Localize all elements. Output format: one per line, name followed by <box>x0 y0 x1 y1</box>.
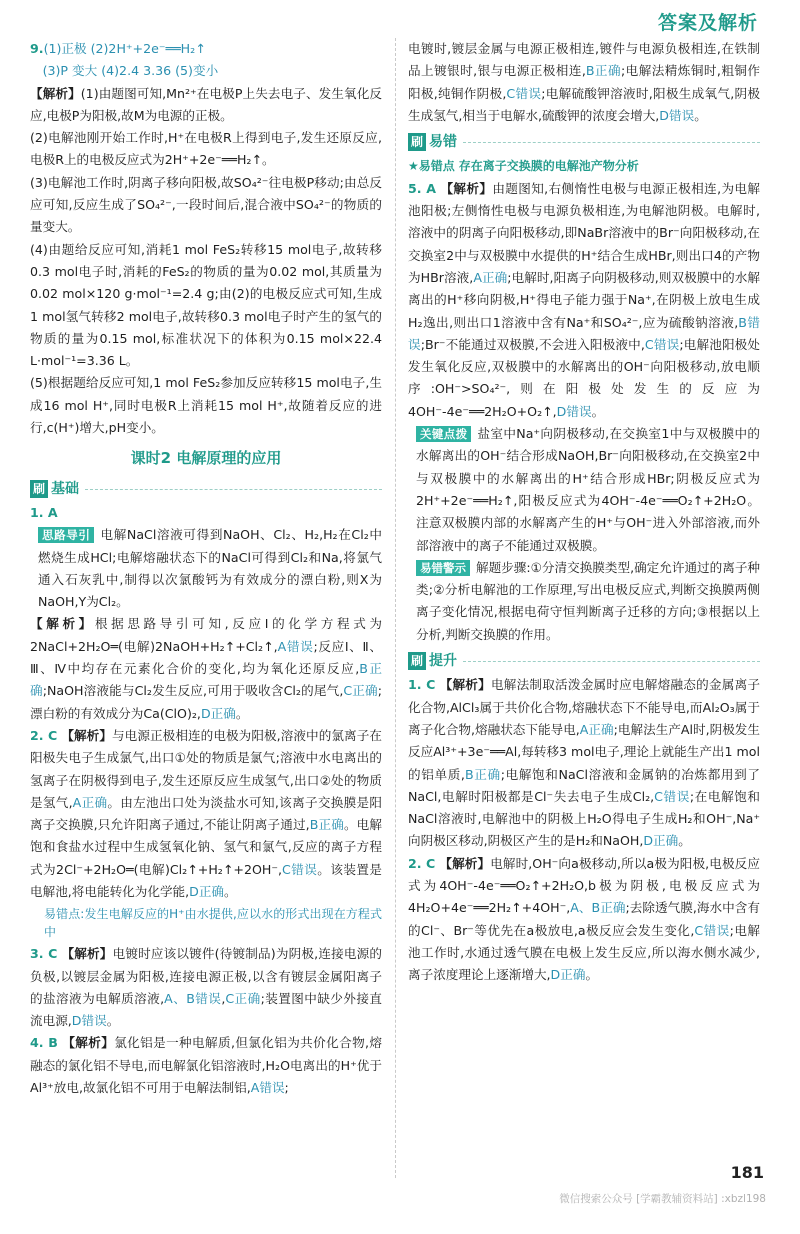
q5-analysis: 5. A 【解析】由题图知,右侧惰性电极与电源正极相连,为电解池阳极;左侧惰性电极与电源负极相连,为电解池阴极。电解时,溶液中的阴离子向阳极移动,即NaBr溶液中的Br⁻向阳极移动,在交换室2中与双极膜中水提供的H⁺结合生成HBr,则出口4的产物为HBr溶液,A正确;电解时,阳离子向阴极移动,则双极膜中的水解离出的H⁺移向阴极,H⁺得电子能力强于Na⁺,在阴极上放电生成H₂逸出,则出口1溶液中含有Na⁺和SO₄²⁻,应为硫酸钠溶液,B错误;Br⁻不能通过双极膜,不会进入阳极液中,C错误;电解池阳极处发生氧化反应,双极膜中的水解离出的OH⁻向阳极移动,放电顺序:OH⁻>SO₄²⁻,则在阳极处发生的反应为4OH⁻-4e⁻══2H₂O+O₂↑,D错误。 <box>408 180 761 419</box>
q9-analysis-p1: 【解析】(1)由题图可知,Mn²⁺在电极P上失去电子、发生氧化反应,电极P为阳极,故M为电源的正极。 <box>30 85 383 123</box>
key-tips: 关键点拨 盐室中Na⁺向阴极移动,在交换室1中与双极膜中的水解离出的OH⁻结合形成NaOH,Br⁻向阳极移动,在交换室2中与双极膜中的水解离出的H⁺结合形成HBr;阴极反应式为2H⁺+2e⁻══H₂↑,阳极反应式为4OH⁻-4e⁻══O₂↑+2H₂O。注意双极膜内部的水解离产生的H⁺与OH⁻进入外部溶液,而外部溶液中的离子不能通过双极膜。 <box>416 426 761 553</box>
q9-number: 9. <box>30 41 44 56</box>
section-rule <box>85 488 382 490</box>
q3-analysis: 3. C 【解析】电镀时应该以镀件(待镀制品)为阴极,连接电源的负极,以镀层金属为阳极,连接电源正极,以含有镀层金属阳离子的盐溶液为电解质溶液,A、B错误,C正确;装置图中缺少外接直流电源,D错误。 <box>30 946 382 1029</box>
section-label: 基础 <box>51 480 80 497</box>
q2-error-note: 易错点:发生电解反应的H⁺由水提供,应以水的形式出现在方程式中 <box>44 907 382 940</box>
q9-answer-text: (1)正极 (2)2H⁺+2e⁻══H₂↑ <box>43 41 206 56</box>
q2-analysis: 2. C 【解析】与电源正极相连的电极为阳极,溶液中的氯离子在阳极失电子生成氯气,出口①处的物质是氯气;溶液中水电离出的氢离子在阴极得到电子,发生还原反应生成氢气,出口②处的物质是氢气,A正确。由左池出口处为淡盐水可知,该离子交换膜是阳离子交换膜,只允许阳离子通过,不能让阴离子通过,B正确。电解饱和食盐水过程中生成氢氧化钠、氢气和氯气,反应的离子方程式为2Cl⁻+2H₂O═(电解)Cl₂↑+H₂↑+2OH⁻,C错误。该装置是电解池,将电能转化为化学能,D正确。 <box>30 727 382 899</box>
brush-badge: 刷 <box>30 480 48 498</box>
section-rule <box>463 141 760 143</box>
star-icon: ★易错点 <box>408 159 455 174</box>
error-point: ★易错点 存在离子交换膜的电解池产物分析 <box>408 159 639 174</box>
q9-analysis-p5: (5)根据题给反应可知,1 mol FeS₂参加反应转移15 mol电子,生成16 mol H⁺,同时电极R上消耗15 mol H⁺,故随着反应的进行,c(H⁺)增大,pH变小。 <box>30 375 382 436</box>
column-divider <box>395 38 396 1178</box>
section-label: 提升 <box>429 653 458 670</box>
section-rule <box>463 660 760 662</box>
header-title: 答案及解析 <box>657 12 758 34</box>
q1-guide: 思路导引 电解NaCl溶液可得到NaOH、Cl₂、H₂,H₂在Cl₂中燃烧生成HCl;电解熔融状态下的NaCl可得到Cl₂和Na,将氯气通入石灰乳中,制得以次氯酸钙为有效成分的漂白粉,则X为NaOH,Y为Cl₂。 <box>38 527 382 610</box>
section-basic <box>30 478 382 500</box>
watermark: 微信搜索公众号 [学霸教辅资料站] :xbzl198 <box>559 1193 766 1205</box>
q9-answer-line1 <box>30 38 382 60</box>
section-advanced <box>408 650 760 672</box>
section-label: 易错 <box>429 134 458 151</box>
brush-badge: 刷 <box>408 133 426 151</box>
q4-analysis: 4. B 【解析】氯化铝是一种电解质,但氯化铝为共价化合物,熔融态的氯化铝不导电,而电解氯化铝溶液时,H₂O电离出的H⁺优于Al³⁺放电,故氯化铝不可用于电解法制铝,A错误; <box>30 1035 383 1096</box>
q4-continued: 电镀时,镀层金属与电源正极相连,镀件与电源负极相连,在铁制品上镀银时,银与电源正极相连,B正确;电解法精炼铜时,粗铜作阳极,纯铜作阴极,C错误;电解硫酸钾溶液时,阳极生成氧气,阴极生成氢气,相当于电解水,硫酸钾的浓度会增大,D错误。 <box>408 41 761 123</box>
lesson-title: 课时2 电解原理的应用 <box>130 449 282 468</box>
page-number: 181 <box>730 1163 764 1182</box>
guide-chip: 思路导引 <box>38 527 94 543</box>
q9-answer-line2: (3)P 变大 (4)2.4 3.36 (5)变小 <box>42 63 219 79</box>
adv-q1-analysis: 1. C 【解析】电解法制取活泼金属时应电解熔融态的金属离子化合物,AlCl₃属于共价化合物,熔融状态下不能导电,而Al₂O₃属于离子化合物,熔融状态下能导电,A正确;电解法生产Al时,阴极发生反应Al³⁺+3e⁻══Al,每转移3 mol电子,理论上就能生产出1 mol的铝单质,B正确;电解饱和NaCl溶液和金属钠的冶炼都用到了NaCl,电解时阳极都是Cl⁻失去电子生成Cl₂,C错误;在电解饱和NaCl溶液时,电解池中的阴极上H₂O得电子生成H₂和OH⁻,Na⁺向阴极区移动,阴极区产生的是H₂和NaOH,D正确。 <box>408 677 761 849</box>
q9-analysis-p4: (4)由题给反应可知,消耗1 mol FeS₂转移15 mol电子,故转移0.3 mol电子时,消耗的FeS₂的物质的量为0.02 mol,其质量为0.02 mol×120 g·mol⁻¹=2.4 g;由(2)的电极反应式可知,生成1 mol氢气转移2 mol电子,故转移0.3 mol电子时产生的氢气的物质的量为0.15 mol,标准状况下的体积为0.15 mol×22.4 L·mol⁻¹=3.36 L。 <box>30 241 382 369</box>
q1-analysis: 【解析】根据思路导引可知,反应Ⅰ的化学方程式为2NaCl+2H₂O═(电解)2NaOH+H₂↑+Cl₂↑,A错误;反应Ⅰ、Ⅱ、Ⅲ、Ⅳ中均存在元素化合价的变化,均为氧化还原反应,B正确;NaOH溶液能与Cl₂发生反应,可用于吸收含Cl₂的尾气,C正确;漂白粉的有效成分为Ca(ClO)₂,D正确。 <box>30 616 383 721</box>
q9-analysis-p2: (2)电解池刚开始工作时,H⁺在电极R上得到电子,发生还原反应,电极R上的电极反应式为2H⁺+2e⁻══H₂↑。 <box>30 130 382 168</box>
q9-analysis-p3: (3)电解池工作时,阴离子移向阳极,故SO₄²⁻往电极P移动;由总反应可知,反应生成了SO₄²⁻,一段时间后,混合液中SO₄²⁻的物质的量变大。 <box>30 174 382 235</box>
adv-q2-analysis: 2. C 【解析】电解时,OH⁻向a极移动,所以a极为阳极,电极反应式为4OH⁻-4e⁻══O₂↑+2H₂O,b极为阴极,电极反应式为4H₂O+4e⁻══2H₂↑+4OH⁻,A、B正确;去除透气膜,海水中含有的Cl⁻、Br⁻等优先在a极放电,a极反应会发生变化,C错误;电解池工作时,水通过透气膜在电极上发生反应,所以海水侧水减少,离子浓度理论上逐渐增大,D正确。 <box>408 855 760 983</box>
warn-chip: 易错警示 <box>416 560 470 576</box>
key-chip: 关键点拨 <box>416 426 471 442</box>
error-warning: 易错警示 解题步骤:①分清交换膜类型,确定允许通过的离子种类;②分析电解池的工作原理,写出电极反应式,判断交换膜两侧离子变化情况,根据电荷守恒判断离子迁移的方向;③根据以上分析,判断交换膜的作用。 <box>416 559 761 642</box>
left-column <box>30 38 382 1099</box>
q1-number: 1. A <box>30 504 58 520</box>
section-error-prone <box>408 131 760 153</box>
brush-badge: 刷 <box>408 652 426 670</box>
right-column <box>408 38 760 986</box>
